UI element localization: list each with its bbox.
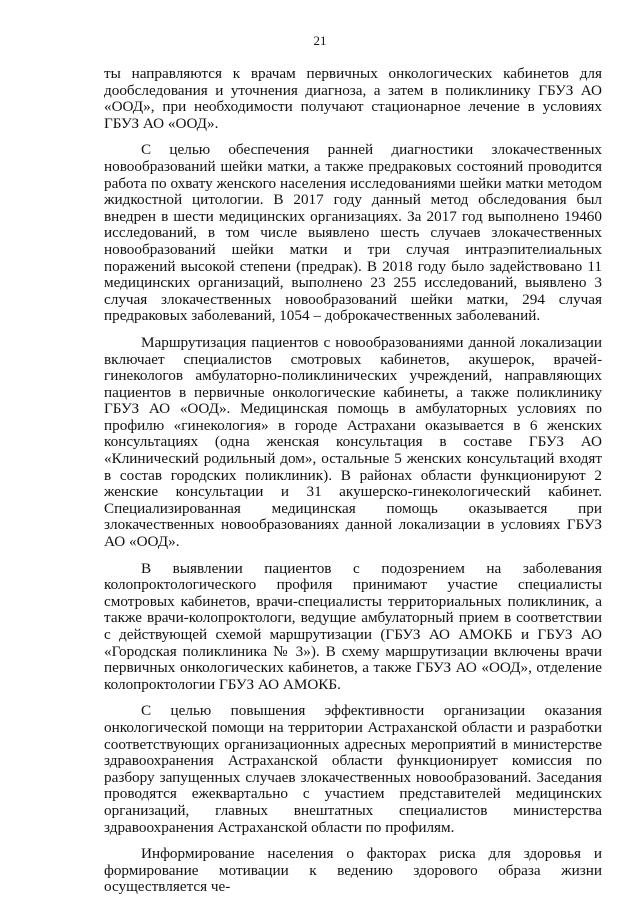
paragraph-patient-routing: Маршрутизация пациентов с новообразованиями данной локализации включает специалистов смотровых кабинетов, акушерок, врачей-гинекологов амбулаторно-поликлинических учреждений, направляющих пациентов в первичные онкологические кабинеты, а также поликлинику ГБУЗ АО «ООД». Медицинская помощь в амбулаторных условиях по профилю «гинекология» в городе Астрахани оказывается в 6 женских консультациях (одна женская консультация в составе ГБУЗ АО «Клинический родильный дом», остальные 5 женских консультаций входят в состав городских поликлиник). В районах области функционируют 2 женские консультации и 31 акушерско-гинекологический кабинет. Специализированная медицинская помощь оказывается при злокачественных новообразованиях данной локализации в условиях ГБУЗ АО «ООД». bbox=[104, 333, 602, 551]
paragraph-informing-population: Информирование населения о факторах риска для здоровья и формирование мотивации к ведению здорового образа жизни осуществляется че- bbox=[104, 845, 602, 896]
body-text bbox=[104, 66, 602, 896]
paragraph-continuation: ты направляются к врачам первичных онкологических кабинетов для дообследования и уточнения диагноза, а затем в поликлинику ГБУЗ АО «ООД», при необходимости получают стационарное лечение в условиях ГБУЗ АО «ООД». bbox=[104, 65, 602, 132]
paragraph-coloproctology: В выявлении пациентов с подозрением на заболевания колопроктологического профиля принимают участие специалисты смотровых кабинетов, врачи-специалисты территориальных поликлиник, а также врачи-колопроктологи, ведущие амбулаторный прием в соответствии с действующей схемой маршрутизации (ГБУЗ АО АМОКБ и ГБУЗ АО «Городская поликлиника № 3»). В схему маршрутизации включены врачи первичных онкологических кабинетов, а также ГБУЗ АО «ООД», отделение колопроктологии ГБУЗ АО АМОКБ. bbox=[104, 559, 602, 693]
paragraph-commission: С целью повышения эффективности организации оказания онкологической помощи на территории Астраханской области и разработки соответствующих организационных адресных мероприятий в министерстве здравоохранения Астраханской области функционирует комиссия по разбору запущенных случаев злокачественных новообразований. Заседания проводятся ежеквартально с участием представителей медицинских организаций, главных внештатных специалистов министерства здравоохранения Астраханской области по профилям. bbox=[104, 702, 602, 836]
page-number: 21 bbox=[313, 33, 327, 48]
paragraph-cervical-diagnostics: С целью обеспечения ранней диагностики злокачественных новообразований шейки матки, а также предраковых состояний проводится работа по охвату женского населения исследованиями шейки матки методом жидкостной цитологии. В 2017 году данный метод обследования был внедрен в шести медицинских организациях. За 2017 год выполнено 19460 исследований, в том числе выявлено шесть случаев злокачественных новообразований шейки матки и три случая интраэпителиальных поражений высокой степени (предрак). В 2018 году было задействовано 11 медицинских организаций, выполнено 23 255 исследований, выявлено 3 случая злокачественных новообразований шейки матки, 294 случая предраковых заболеваний, 1054 – доброкачественных заболеваний. bbox=[104, 141, 602, 325]
